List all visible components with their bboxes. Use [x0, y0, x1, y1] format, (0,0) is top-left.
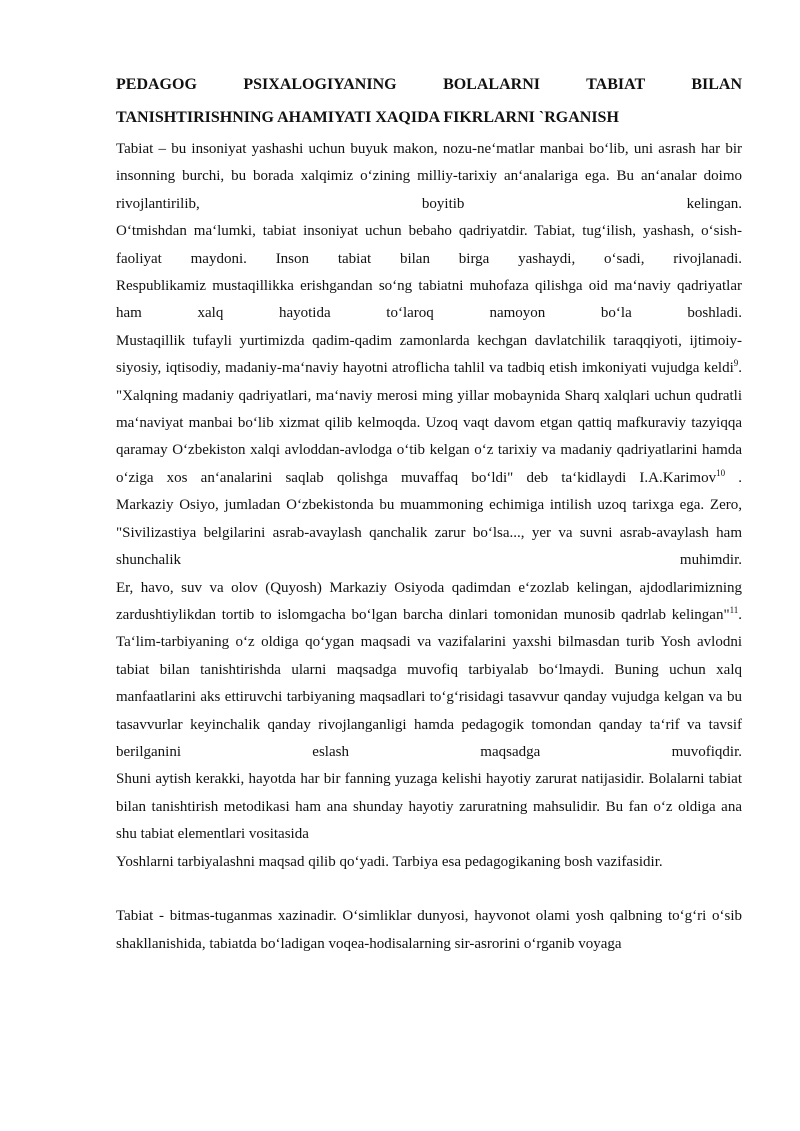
paragraph-7-text: Er, havo, suv va olov (Quyosh) Markaziy Osiyoda qadimdan e‘zozlab kelingan, ajdodlarimizning zardushtiylikdan tortib to islomgacha bo‘lgan barcha dinlari tomonidan munosib qadrlab kelingan": [116, 579, 742, 623]
paragraph-5-text: "Xalqning madaniy qadriyatlari, ma‘naviy merosi ming yillar mobaynida Sharq xalqlari uchun qudratli ma‘naviyat manbai bo‘lib xizmat qilib kelmoqda. Uzoq vaqt davom etgan qattiq mafkuraviy tazyiqqa qaramay O‘zbekiston xalqi avloddan-avlodga o‘tib kelgan o‘z tarixiy va madaniy qadriyatlarini hamda o‘ziga xos an‘analarini saqlab qolishga muvaffaq bo‘ldi" deb ta‘kidlaydi I.A.Karimov: [116, 387, 742, 486]
paragraph-6: Markaziy Osiyo, jumladan O‘zbekistonda bu muammoning echimiga intilish uzoq tarixga ega. Zero, "Sivilizastiya belgilarini asrab-avaylash qanchalik zarur bo‘lsa..., yer va suvni asrab-avaylash ham shunchalik muhimdir.: [116, 497, 742, 569]
paragraph-11: Tabiat - bitmas-tuganmas xazinadir. O‘simliklar dunyosi, hayvonot olami yosh qalbning to‘g‘ri o‘sib shakllanishida, tabiatda bo‘ladigan voqea-hodisalarning sir-asrorini o‘rganib voyaga: [116, 908, 742, 952]
document-title-line-2: TANISHTIRISHNING AHAMIYATI XAQIDA FIKRLARNI `RGANISH: [116, 109, 619, 126]
paragraph-7: [116, 575, 742, 630]
paragraph-5-end: .: [725, 469, 742, 486]
footnote-ref-10[interactable]: 10: [716, 467, 726, 478]
paragraph-3: Respublikamiz mustaqillikka erishgandan so‘ng tabiatni muhofaza qilishga oid ma‘naviy qadriyatlar ham xalq hayotida to‘laroq namoyon bo‘la boshladi.: [116, 278, 742, 322]
paragraph-4-end: .: [738, 360, 742, 377]
paragraph-2: O‘tmishdan ma‘lumki, tabiat insoniyat uchun bebaho qadriyatdir. Tabiat, tug‘ilish, yashash, o‘sish-faoliyat maydoni. Inson tabiat bilan birga yashaydi, o‘sadi, rivojlanadi.: [116, 223, 742, 267]
paragraph-8: Ta‘lim-tarbiyaning o‘z oldiga qo‘ygan maqsadi va vazifalarini yaxshi bilmasdan turib Yosh avlodni tabiat bilan tanishtirishda ularni maqsadga muvofiq tarbiyalab bo‘lmaydi. Buning uchun xalq manfaatlarini aks ettiruvchi tarbiyaning maqsadlari to‘g‘risidagi tasavvur qanday vujudga kelgan va bu tasavvurlar keyinchalik qanday rivojlanganligi hamda pedagogik tomondan qanday ta‘rif va tavsif berilganini eslash maqsadga muvofiqdir.: [116, 634, 742, 760]
paragraph-4: [116, 328, 742, 383]
document-page: [116, 70, 742, 958]
paragraph-spacer: [116, 876, 742, 903]
paragraph-1: Tabiat – bu insoniyat yashashi uchun buyuk makon, nozu-ne‘matlar manbai bo‘lib, uni asrash har bir insonning burchi, bu borada xalqimiz o‘zining milliy-tarixiy an‘analariga ega. Bu an‘analar doimo rivojlantirilib, boyitib kelingan.: [116, 141, 742, 212]
paragraph-7-end: .: [738, 606, 742, 623]
paragraph-10: Yoshlarni tarbiyalashni maqsad qilib qo‘yadi. Tarbiya esa pedagogikaning bosh vazifasidir.: [116, 853, 663, 870]
paragraph-4-text: Mustaqillik tufayli yurtimizda qadim-qadim zamonlarda kechgan davlatchilik taraqqiyoti, ijtimoiy-siyosiy, iqtisodiy, madaniy-ma‘naviy hayotni atroflicha tahlil va tadbiq etish imkoniyati vujudga keldi: [116, 332, 742, 377]
document-title-line-1: PEDAGOG PSIXALOGIYANING BOLALARNI TABIAT BILAN: [116, 76, 742, 93]
paragraph-9: Shuni aytish kerakki, hayotda har bir fanning yuzaga kelishi hayotiy zarurat natijasidir. Bolalarni tabiat bilan tanishtirish metodikasi ham ana shunday hayotiy zaruratning mahsulidir. Bu fan o‘z oldiga ana shu tabiat elementlari vositasida: [116, 771, 742, 843]
footnote-ref-11[interactable]: 11: [729, 604, 739, 615]
footnote-ref-9[interactable]: 9: [733, 358, 739, 369]
paragraph-5: [116, 383, 742, 493]
